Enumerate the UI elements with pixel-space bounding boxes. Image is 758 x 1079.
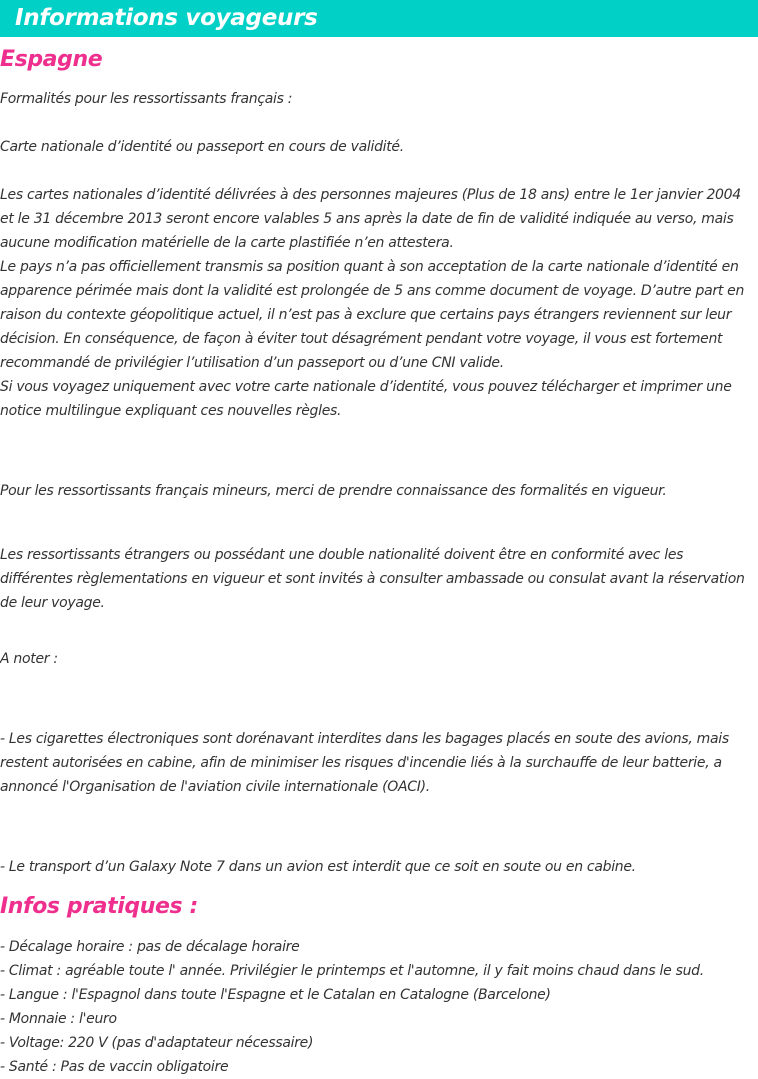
country-title: Espagne xyxy=(0,47,103,72)
info-item-health: - Santé : Pas de vaccin obligatoire xyxy=(0,1059,229,1075)
page-title: Informations voyageurs xyxy=(15,5,318,31)
cni-extension-text: Les cartes nationales d’identité délivrées à des personnes majeures (Plus de 18 ans) entre le 1er janvier 2004 et le 31 décembre 2013 seront encore valables 5 ans après la date de fin de validité indiquée au verso, mais aucune modification matérielle de la carte plastifiée n’en attestera. xyxy=(0,187,741,251)
note-cigarettes-text: - Les cigarettes électroniques sont dorénavant interdites dans les bagages placés en soute des avions, mais restent autorisées en cabine, afin de minimiser les risques d'incendie liés à la surchauffe de leur batterie, a annoncé l'Organisation de l'aviation civile internationale (OACI). xyxy=(0,731,729,795)
country-position-text: Le pays n’a pas officiellement transmis sa position quant à son acceptation de la carte nationale d’identité en apparence périmée mais dont la validité est prolongée de 5 ans comme document de voyage. D’autre part en raison du contexte géopolitique actuel, il n’est pas à exclure que certains pays étrangers reviennent sur leur décision. En conséquence, de façon à éviter tout désagrément pendant votre voyage, il vous est fortement recommandé de privilégier l’utilisation d’un passeport ou d’une CNI valide. xyxy=(0,259,745,371)
formalities-intro: Formalités pour les ressortissants français : xyxy=(0,91,293,107)
info-item-timezone: - Décalage horaire : pas de décalage horaire xyxy=(0,939,300,955)
infos-title: Infos pratiques : xyxy=(0,894,198,919)
infos-list xyxy=(0,935,758,1079)
note-label: A noter : xyxy=(0,651,58,667)
notice-text: Si vous voyagez uniquement avec votre carte nationale d’identité, vous pouvez télécharger et imprimer une notice multilingue expliquant ces nouvelles règles. xyxy=(0,379,732,419)
info-item-language: - Langue : l'Espagnol dans toute l'Espagne et le Catalan en Catalogne (Barcelone) xyxy=(0,987,551,1003)
header-bar xyxy=(0,0,758,37)
info-item-climate: - Climat : agréable toute l' année. Privilégier le printemps et l'automne, il y fait moins chaud dans le sud. xyxy=(0,963,704,979)
info-item-currency: - Monnaie : l'euro xyxy=(0,1011,117,1027)
minors-text: Pour les ressortissants français mineurs, merci de prendre connaissance des formalités en vigueur. xyxy=(0,483,667,499)
note-galaxy-text: - Le transport d’un Galaxy Note 7 dans un avion est interdit que ce soit en soute ou en cabine. xyxy=(0,859,636,875)
foreigners-text: Les ressortissants étrangers ou possédant une double nationalité doivent être en conformité avec les différentes règlementations en vigueur et sont invités à consulter ambassade ou consulat avant la réservation de leur voyage. xyxy=(0,547,745,611)
id-requirement-text: Carte nationale d’identité ou passeport en cours de validité. xyxy=(0,139,404,155)
info-item-voltage: - Voltage: 220 V (pas d'adaptateur nécessaire) xyxy=(0,1035,314,1051)
